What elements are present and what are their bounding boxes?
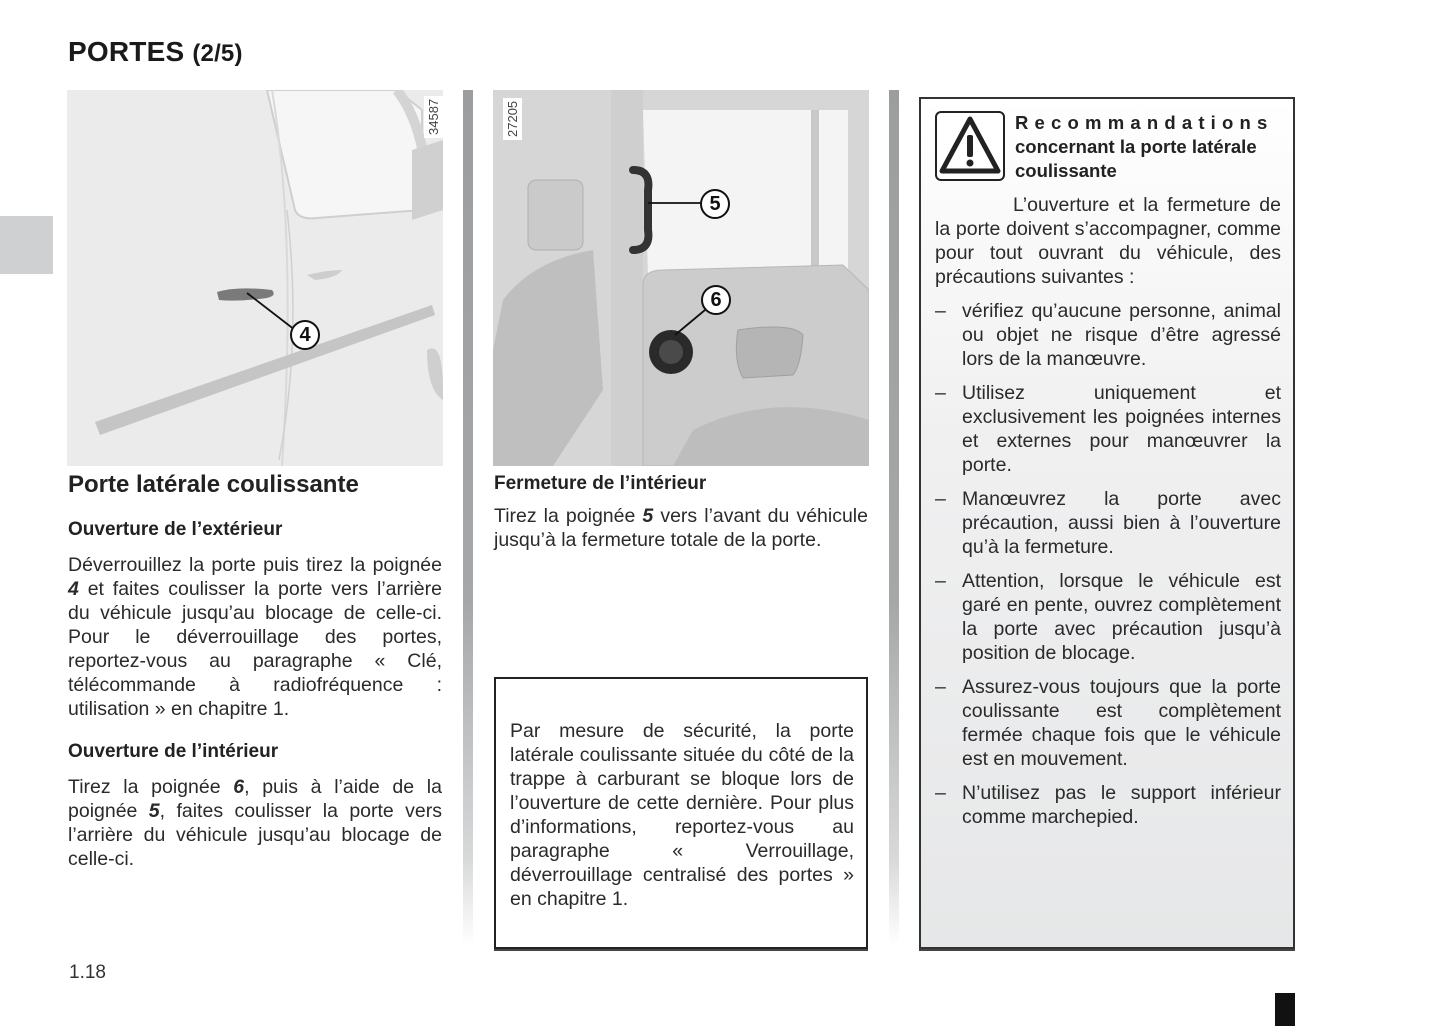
paragraph-closing <box>494 504 868 552</box>
chapter-tab-marker <box>0 216 53 274</box>
column-divider <box>889 90 899 945</box>
paragraph-interior-opening <box>68 775 442 871</box>
handle-ref-5: 5 <box>642 505 654 527</box>
text: L’ouverture et la fermeture de la porte doivent s’accompagner, comme pour tout ouvrant du véhicule, des précautions suivantes : <box>935 194 1281 288</box>
info-box-fuel-flap <box>494 677 868 949</box>
warning-intro <box>935 193 1281 289</box>
dash-bullet: – <box>935 782 946 804</box>
dash-bullet: – <box>935 300 946 322</box>
warning-list-item <box>935 781 1281 829</box>
callout-6: 6 <box>701 285 731 315</box>
text: Tirez la poignée <box>494 505 643 527</box>
subsection-heading-closing: Fermeture de l’intérieur <box>494 473 707 494</box>
text: Utilisez uniquement et exclusivement les poignées internes et externes pour manœuvrer la porte. <box>962 382 1281 476</box>
section-sliding-door <box>68 471 442 871</box>
handle-ref-4: 4 <box>68 578 79 600</box>
dash-bullet: – <box>935 382 946 404</box>
figure-ref-number: 27205 <box>503 98 522 140</box>
section-title: Porte latérale coulissante <box>68 471 359 498</box>
warning-list-item <box>935 487 1281 559</box>
callout-4: 4 <box>290 320 320 350</box>
warning-title <box>1015 111 1281 183</box>
text: vers l’avant du véhicule jusqu’à la fermeture totale de la porte. <box>494 505 868 551</box>
dash-bullet: – <box>935 488 946 510</box>
text: et faites coulisser la porte vers l’arrière du véhicule jusqu’au blocage de celle-ci. Pour le déverrouillage des portes, reportez-vous au paragraphe « Clé, télécommande à radiofréquence : utilisation » en chapitre 1. <box>68 578 442 720</box>
text: Déverrouillez la porte puis tirez la poignée <box>68 554 442 576</box>
warning-title-first: Recommandations <box>1015 112 1274 133</box>
warning-list-item <box>935 299 1281 371</box>
text: , faites coulisser la porte vers l’arrière du véhicule jusqu’au blocage de celle-ci. <box>68 800 442 870</box>
text: N’utilisez pas le support inférieur comme marchepied. <box>962 782 1281 828</box>
page-title-part: (2/5) <box>192 40 243 67</box>
column-divider <box>463 90 473 945</box>
text: Assurez-vous toujours que la porte coulissante est complètement fermée chaque fois que le véhicule est en mouvement. <box>962 676 1281 770</box>
figure-exterior-door <box>67 90 443 466</box>
text: , puis à l’aide de la poignée <box>68 776 442 822</box>
dash-bullet: – <box>935 570 946 592</box>
handle-ref-5: 5 <box>148 800 160 822</box>
paragraph-exterior-opening <box>68 553 442 721</box>
section-closing-interior <box>494 473 868 552</box>
handle-ref-6: 6 <box>233 776 245 798</box>
warning-list-item <box>935 381 1281 477</box>
figure-interior-door <box>493 90 869 466</box>
page-title <box>68 36 243 68</box>
page-title-main: PORTES <box>68 36 185 67</box>
text: Attention, lorsque le véhicule est garé en pente, ouvrez complètement la porte avec précaution jusqu’à position de blocage. <box>962 570 1281 664</box>
dash-bullet: – <box>935 676 946 698</box>
interior-door-illustration <box>493 90 869 466</box>
subsection-heading-interior: Ouverture de l’intérieur <box>68 741 279 762</box>
exterior-door-illustration <box>67 90 443 466</box>
warning-title-rest: concernant la porte latérale coulissante <box>1015 136 1257 181</box>
figure-ref-number: 34587 <box>424 96 443 138</box>
warning-box <box>919 97 1295 949</box>
text: vérifiez qu’aucune personne, animal ou objet ne risque d’être agressé lors de la manœuvre. <box>962 300 1281 370</box>
text: Tirez la poignée <box>68 776 234 798</box>
warning-list-item <box>935 569 1281 665</box>
subsection-heading-exterior: Ouverture de l’extérieur <box>68 519 283 540</box>
warning-triangle-icon <box>935 111 1005 181</box>
warning-list-item <box>935 675 1281 771</box>
text: Manœuvrez la porte avec précaution, aussi bien à l’ouverture qu’à la fermeture. <box>962 488 1281 558</box>
page-number: 1.18 <box>69 962 106 983</box>
warning-list <box>935 299 1281 839</box>
callout-5: 5 <box>700 189 730 219</box>
page-edge-marker <box>1275 993 1295 1026</box>
info-box-text: Par mesure de sécurité, la porte latérale coulissante située du côté de la trappe à carburant se bloque lors de l’ouverture de cette dernière. Pour plus d’informations, reportez-vous au paragraphe « Verrouillage, déverrouillage centralisé des portes » en chapitre 1. <box>510 720 854 910</box>
